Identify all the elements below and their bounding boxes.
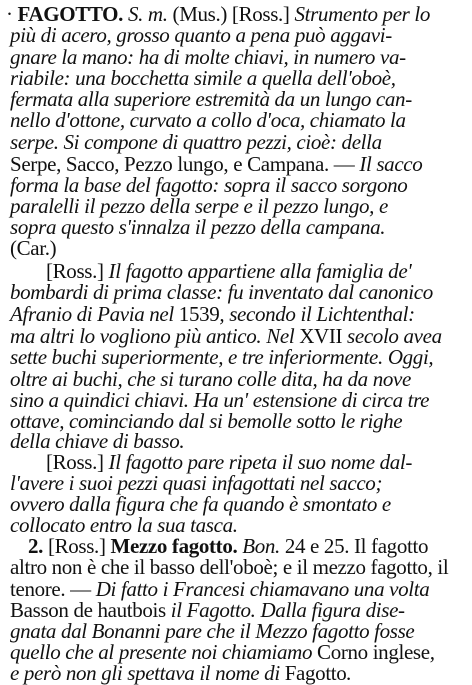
text-run: S. m. (123, 2, 173, 26)
text-run: 2. (28, 534, 48, 558)
text-run: Basson de hautbois (10, 598, 171, 622)
text-run: Di fatto i Francesi chiamavano una volta (95, 577, 430, 601)
text-run: 1539 (178, 302, 220, 326)
text-line (10, 556, 468, 579)
text-run: oltre ai buchi, che si turano colle dita, ha da nove (10, 367, 411, 391)
text-run: FAGOTTO. (17, 2, 124, 26)
text-run: ovvero dalla figura che fa quando è smontato e (10, 492, 391, 516)
text-run: gnata dal Bonanni pare che il Mezzo fagotto fosse (10, 619, 415, 643)
text-run: , secondo il Lichtenthal: (219, 302, 415, 326)
text-line (10, 662, 468, 685)
text-run: Il sacco (359, 152, 423, 176)
text-run: ottave, cominciando dal si bemolle sotto le righe (10, 409, 403, 433)
text-run: sino a quindici chiavi. Ha un' estensione di circa tre (10, 388, 430, 412)
text-run: · (6, 2, 18, 26)
text-line (10, 346, 468, 369)
text-run: altro non è che il basso dell'oboè; e il mezzo fagotto, il (10, 555, 449, 579)
text-run: Strumento per lo (294, 2, 431, 26)
text-run: fermata alla superiore estremità da un lungo can- (10, 87, 412, 111)
text-run: (Car.) (10, 236, 57, 260)
text-run: Il fagotto appartiene alla famiglia de' (108, 259, 412, 283)
text-run: Corno inglese (317, 640, 430, 664)
text-run: della chiave di basso. (10, 429, 185, 453)
text-run: Bon. (237, 534, 285, 558)
text-run: XVII (299, 324, 343, 348)
text-run: Il fagotto pare ripeta il suo nome dal- (108, 450, 413, 474)
text-run: il Fagotto. Dalla figura dise- (170, 598, 405, 622)
text-run: [Ross.] (46, 450, 109, 474)
text-run: forma la base del fagotto: sopra il sacco sorgono (10, 173, 408, 197)
text-run: gnare la mano: ha di molte chiavi, in numero va- (10, 45, 406, 69)
text-line (10, 237, 468, 260)
text-run: Serpe, Sacco, Pezzo lungo, e Campana. — (10, 152, 360, 176)
text-run: . (346, 661, 352, 685)
text-run: , (429, 640, 435, 664)
text-run: nello d'ottone, curvato a collo d'oca, chiamato la (10, 108, 406, 132)
text-run: Afranio di Pavia nel (10, 302, 179, 326)
text-run: sopra questo s'innalza il pezzo della campana. (10, 215, 386, 239)
text-run: paralelli il pezzo della serpe e il pezzo lungo, e (10, 194, 388, 218)
text-run: ma altri lo vogliono più antico. Nel (10, 324, 300, 348)
text-run: l'avere i suoi pezzi quasi infagottati nel sacco; (10, 471, 383, 495)
text-line (10, 216, 468, 239)
text-run: secolo avea (342, 324, 442, 348)
text-run: Mezzo fagotto. (110, 534, 238, 558)
text-run: quello che al presente noi chiamiamo (10, 640, 318, 664)
text-run: e però non gli spettava il nome di (10, 661, 285, 685)
text-run: collocato entro la sua tasca. (10, 513, 238, 537)
text-run: riabile: una bocchetta simile a quella dell'oboè, (10, 66, 396, 90)
text-run: (Mus.) [Ross.] (172, 2, 295, 26)
text-run: più di acero, grosso quanto a pena può aggavi- (10, 23, 392, 47)
text-run: bombardi di prima classe: fu inventato dal canonico (10, 280, 433, 304)
text-line (10, 303, 468, 326)
text-run: [Ross.] (46, 259, 109, 283)
text-line (10, 24, 468, 47)
text-line (10, 131, 468, 154)
text-run: sette buchi superiormente, e tre inferiormente. Oggi, (10, 345, 434, 369)
text-run: 24 e 25. Il fagotto (284, 534, 429, 558)
text-run: [Ross.] (47, 534, 111, 558)
text-run: Fagotto (284, 661, 347, 685)
text-line (10, 109, 468, 132)
text-run: tenore. — (10, 577, 96, 601)
text-line (10, 281, 468, 304)
text-run: serpe. Si compone di quattro pezzi, cioè: della (10, 130, 382, 154)
